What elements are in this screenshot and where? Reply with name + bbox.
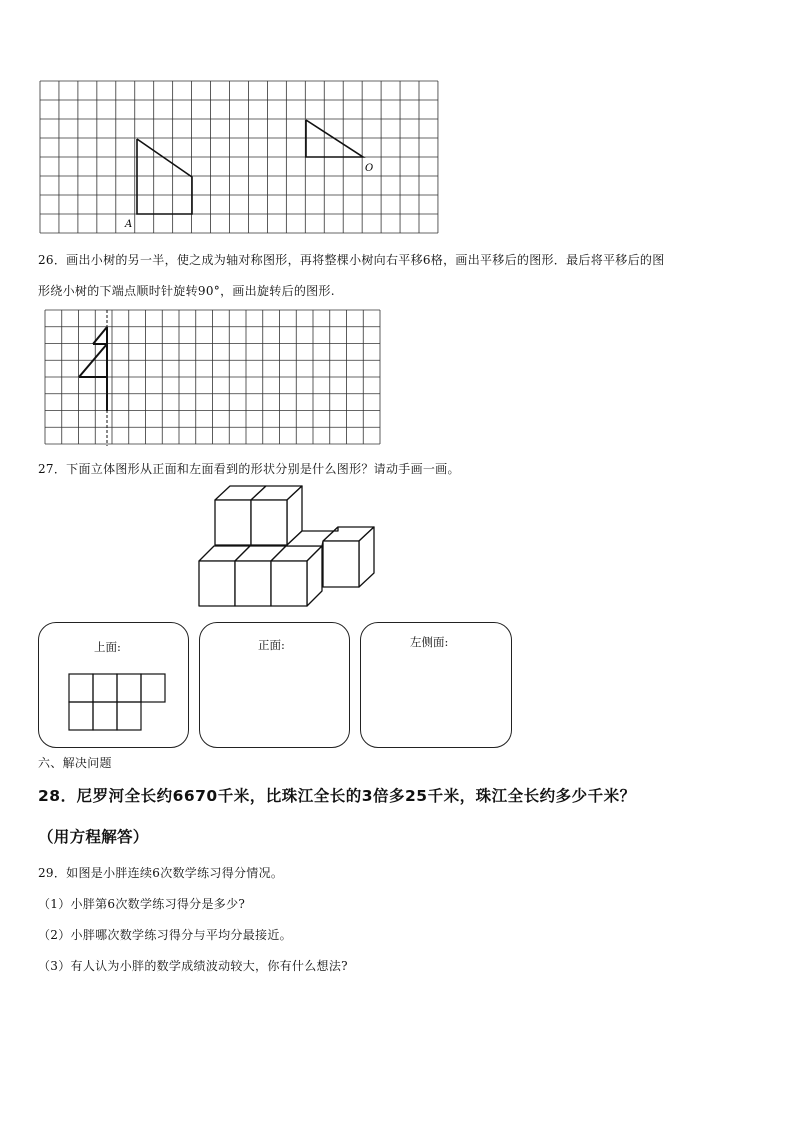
- grid-figure-2: [45, 310, 381, 446]
- q29-text: 29．如图是小胖连续6次数学练习得分情况。: [38, 866, 284, 880]
- q28-line2: （用方程解答）: [38, 828, 149, 846]
- trapezoid-shape: [137, 139, 192, 214]
- half-tree-shape: [79, 327, 107, 411]
- left-view-box[interactable]: [360, 622, 512, 748]
- q28-line1: 28．尼罗河全长约6670千米，比珠江全长的3倍多25千米，珠江全长约多少千米？: [38, 787, 636, 805]
- q26-line2: 形绕小树的下端点顺时针旋转90°，画出旋转后的图形.: [38, 284, 335, 298]
- section-six-heading: 六、解决问题: [38, 756, 112, 770]
- grid-figure-1: [40, 81, 440, 236]
- label-o: O: [365, 163, 374, 174]
- triangle-shape: [306, 120, 363, 157]
- q29-sub1: （1）小胖第6次数学练习得分是多少?: [38, 897, 246, 911]
- q27-text: 27．下面立体图形从正面和左面看到的形状分别是什么图形？请动手画一画。: [38, 462, 460, 476]
- q29-sub2: （2）小胖哪次数学练习得分与平均分最接近。: [38, 928, 292, 942]
- top-view-label: 上面:: [94, 640, 121, 654]
- top-view-drawing: [69, 672, 169, 734]
- q26-line1: 26．画出小树的另一半，使之成为轴对称图形，再将整棵小树向右平移6格，画出平移后的图形．最后将平移后的图: [38, 253, 665, 267]
- front-view-label: 正面:: [258, 638, 285, 652]
- left-view-label: 左侧面:: [410, 635, 449, 649]
- label-a: A: [125, 219, 133, 230]
- top-view-box: [38, 622, 189, 748]
- front-view-box[interactable]: [199, 622, 350, 748]
- q29-sub3: （3）有人认为小胖的数学成绩波动较大，你有什么想法?: [38, 959, 348, 973]
- cube-solid-figure: [198, 482, 388, 612]
